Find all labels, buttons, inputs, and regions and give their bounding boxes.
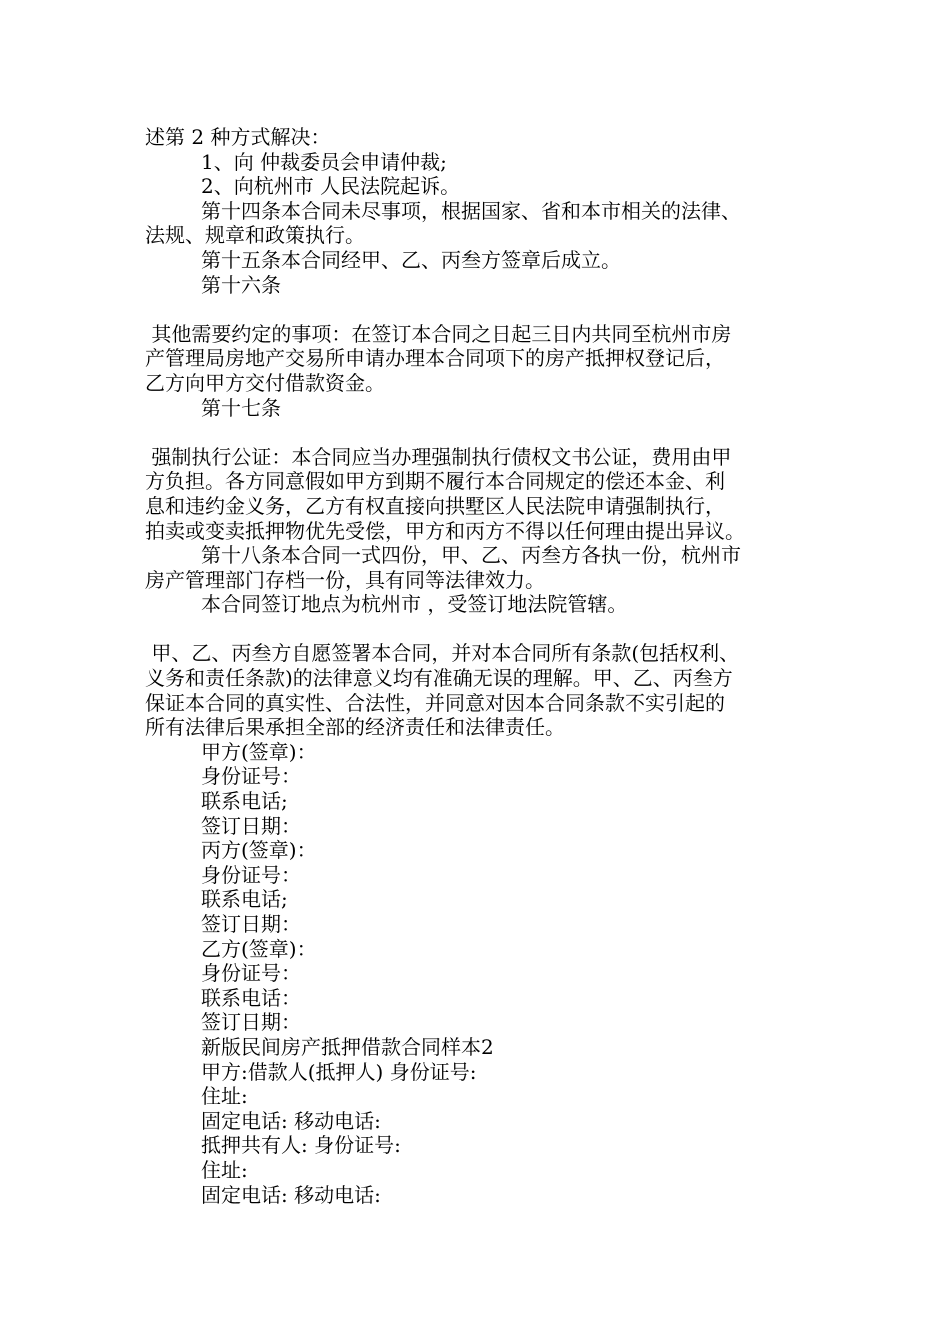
- document-line: 第十五条本合同经甲、乙、丙叁方签章后成立。: [201, 247, 621, 272]
- document-line: 甲方:借款人(抵押人) 身份证号:: [201, 1059, 477, 1084]
- document-line: 第十八条本合同一式四份，甲、乙、丙叁方各执一份，杭州市: [201, 543, 741, 568]
- document-line: 法规、规章和政策执行。: [145, 223, 365, 248]
- document-line: 甲方(签章)：: [201, 739, 317, 764]
- document-line: 身份证号：: [201, 764, 301, 789]
- document-line: 保证本合同的真实性、合法性，并同意对因本合同条款不实引起的: [145, 690, 725, 715]
- document-line: 强制执行公证：本合同应当办理强制执行债权文书公证，费用由甲: [145, 444, 732, 469]
- document-line: 抵押共有人: 身份证号:: [201, 1133, 401, 1158]
- document-line: 述第 2 种方式解决：: [145, 125, 331, 149]
- blank-line: [145, 617, 825, 642]
- document-line: 产管理局房地产交易所申请办理本合同项下的房产抵押权登记后，: [145, 346, 725, 371]
- document-line: 固定电话: 移动电话:: [201, 1182, 381, 1207]
- document-line: 2、向杭州市 人民法院起诉。: [201, 174, 461, 199]
- document-line: 第十七条: [201, 395, 281, 420]
- document-line: 房产管理部门存档一份，具有同等法律效力。: [145, 567, 545, 592]
- document-line: 息和违约金义务，乙方有权直接向拱墅区人民法院申请强制执行，: [145, 493, 725, 518]
- document-line: 住址:: [201, 1157, 248, 1182]
- document-line: 联系电话;: [201, 887, 288, 912]
- document-line: 拍卖或变卖抵押物优先受偿，甲方和丙方不得以任何理由提出异议。: [145, 518, 745, 543]
- document-line: 联系电话;: [201, 789, 288, 814]
- document-line: 本合同签订地点为杭州市 ，受签订地法院管辖。: [201, 592, 628, 617]
- document-line: 甲、乙、丙叁方自愿签署本合同，并对本合同所有条款(包括权利、: [145, 641, 740, 666]
- document-line: 签订日期：: [201, 912, 301, 936]
- document-line: 身份证号：: [201, 862, 301, 887]
- blank-line: [145, 420, 825, 445]
- document-line: 签订日期：: [201, 1010, 301, 1035]
- document-line: 乙方(签章)：: [201, 936, 317, 961]
- document-body: [145, 125, 825, 1207]
- document-line: 固定电话: 移动电话:: [201, 1108, 381, 1133]
- document-line: 联系电话：: [201, 985, 301, 1010]
- document-line: 第十四条本合同未尽事项，根据国家、省和本市相关的法律、: [201, 198, 741, 223]
- document-line: 1、向 仲裁委员会申请仲裁;: [201, 149, 447, 174]
- document-line: 丙方(签章)：: [201, 838, 317, 863]
- document-line: 乙方向甲方交付借款资金。: [145, 370, 385, 395]
- document-line: 身份证号：: [201, 961, 301, 986]
- document-line: 第十六条: [201, 272, 281, 297]
- blank-line: [145, 297, 825, 322]
- document-line: 新版民间房产抵押借款合同样本2: [201, 1034, 494, 1059]
- document-line: 义务和责任条款)的法律意义均有准确无误的理解。甲、乙、丙叁方: [145, 666, 733, 691]
- document-line: 住址:: [201, 1084, 248, 1109]
- document-line: 方负担。各方同意假如甲方到期不履行本合同规定的偿还本金、利: [145, 469, 725, 494]
- document-line: 所有法律后果承担全部的经济责任和法律责任。: [145, 715, 565, 740]
- document-line: 其他需要约定的事项：在签订本合同之日起三日内共同至杭州市房: [145, 321, 732, 346]
- document-line: 签订日期：: [201, 813, 301, 838]
